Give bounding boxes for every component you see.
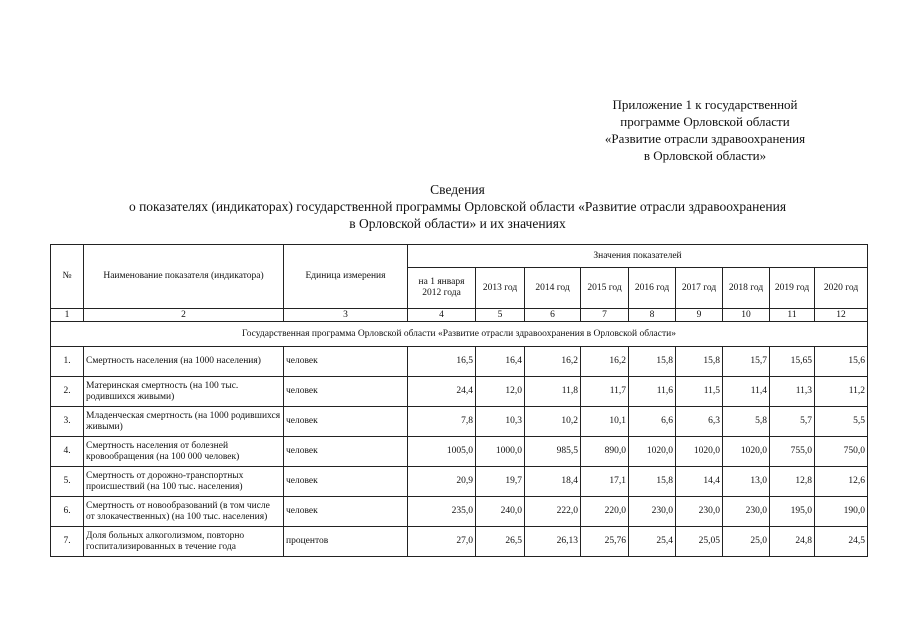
value-cell: 11,5 [676,377,723,407]
title-line: Сведения [430,182,485,197]
unit-cell: человек [284,347,408,377]
value-cell: 235,0 [408,497,476,527]
value-cell: 16,2 [525,347,581,377]
value-cell: 10,1 [581,407,629,437]
column-index: 11 [770,309,815,322]
value-cell: 14,4 [676,467,723,497]
table-header [51,245,868,322]
value-cell: 11,8 [525,377,581,407]
value-cell: 15,8 [676,347,723,377]
appendix-line: Приложение 1 к государственной [612,97,798,112]
value-cell: 11,2 [815,377,868,407]
value-cell: 750,0 [815,437,868,467]
value-cell: 12,0 [476,377,525,407]
value-cell: 11,4 [723,377,770,407]
document-title [40,181,875,232]
value-cell: 1020,0 [629,437,676,467]
value-cell: 26,5 [476,527,525,557]
value-cell: 10,3 [476,407,525,437]
value-cell: 15,8 [629,347,676,377]
value-cell: 11,6 [629,377,676,407]
indicators-table [50,244,868,557]
row-number: 5. [51,467,84,497]
value-cell: 755,0 [770,437,815,467]
value-cell: 27,0 [408,527,476,557]
column-index: 6 [525,309,581,322]
unit-cell: человек [284,467,408,497]
value-cell: 5,8 [723,407,770,437]
table-row [51,467,868,497]
value-cell: 985,5 [525,437,581,467]
value-cell: 5,7 [770,407,815,437]
column-index: 5 [476,309,525,322]
value-cell: 20,9 [408,467,476,497]
unit-cell: процентов [284,527,408,557]
value-cell: 15,7 [723,347,770,377]
header-year: 2013 год [476,268,525,309]
unit-cell: человек [284,377,408,407]
title-line: о показателях (индикаторах) государственной программы Орловской области «Развитие отрасли здравоохранения [128,199,787,214]
indicator-name: Смертность населения от болезней кровообращения (на 100 000 человек) [84,437,284,467]
appendix-line: в Орловской области» [643,148,767,163]
column-index: 8 [629,309,676,322]
table-row [51,377,868,407]
header-year: 2016 год [629,268,676,309]
column-index: 2 [84,309,284,322]
value-cell: 7,8 [408,407,476,437]
column-index: 10 [723,309,770,322]
table-row [51,527,868,557]
value-cell: 230,0 [629,497,676,527]
value-cell: 190,0 [815,497,868,527]
header-year: 2018 год [723,268,770,309]
row-number: 2. [51,377,84,407]
value-cell: 220,0 [581,497,629,527]
unit-cell: человек [284,407,408,437]
row-number: 4. [51,437,84,467]
unit-cell: человек [284,497,408,527]
column-index: 7 [581,309,629,322]
value-cell: 12,8 [770,467,815,497]
value-cell: 26,13 [525,527,581,557]
indicator-name: Доля больных алкоголизмом, повторно госпитализированных в течение года [84,527,284,557]
value-cell: 12,6 [815,467,868,497]
indicator-name: Смертность от дорожно-транспортных происшествий (на 100 тыс. населения) [84,467,284,497]
value-cell: 890,0 [581,437,629,467]
value-cell: 240,0 [476,497,525,527]
value-cell: 1005,0 [408,437,476,467]
value-cell: 1020,0 [723,437,770,467]
value-cell: 24,5 [815,527,868,557]
value-cell: 222,0 [525,497,581,527]
header-year: 2020 год [815,268,868,309]
value-cell: 15,6 [815,347,868,377]
value-cell: 11,7 [581,377,629,407]
appendix-note [560,96,850,164]
indicator-name: Материнская смертность (на 100 тыс. родившихся живыми) [84,377,284,407]
table-row [51,347,868,377]
value-cell: 16,2 [581,347,629,377]
value-cell: 18,4 [525,467,581,497]
value-cell: 5,5 [815,407,868,437]
table-row [51,437,868,467]
value-cell: 10,2 [525,407,581,437]
header-values: Значения показателей [408,245,868,268]
value-cell: 24,8 [770,527,815,557]
table-body [51,322,868,557]
value-cell: 195,0 [770,497,815,527]
value-cell: 25,76 [581,527,629,557]
header-year: 2017 год [676,268,723,309]
table-row [51,497,868,527]
column-index-row [51,309,868,322]
unit-cell: человек [284,437,408,467]
section-row [51,322,868,347]
title-line: в Орловской области» и их значениях [349,216,566,231]
header-year: 2015 год [581,268,629,309]
row-number: 3. [51,407,84,437]
value-cell: 11,3 [770,377,815,407]
value-cell: 25,4 [629,527,676,557]
value-cell: 1020,0 [676,437,723,467]
value-cell: 6,3 [676,407,723,437]
row-number: 6. [51,497,84,527]
value-cell: 230,0 [723,497,770,527]
row-number: 7. [51,527,84,557]
column-index: 3 [284,309,408,322]
appendix-line: программе Орловской области [620,114,790,129]
value-cell: 15,65 [770,347,815,377]
header-unit: Единица измерения [284,245,408,309]
column-index: 12 [815,309,868,322]
appendix-line: «Развитие отрасли здравоохранения [604,131,806,146]
header-year: 2014 год [525,268,581,309]
value-cell: 6,6 [629,407,676,437]
value-cell: 17,1 [581,467,629,497]
header-indicator-name: Наименование показателя (индикатора) [84,245,284,309]
row-number: 1. [51,347,84,377]
value-cell: 24,4 [408,377,476,407]
column-index: 1 [51,309,84,322]
table-row [51,407,868,437]
value-cell: 13,0 [723,467,770,497]
value-cell: 15,8 [629,467,676,497]
value-cell: 19,7 [476,467,525,497]
indicator-name: Смертность населения (на 1000 населения) [84,347,284,377]
header-number: № [51,245,84,309]
header-year: 2019 год [770,268,815,309]
indicator-name: Младенческая смертность (на 1000 родившихся живыми) [84,407,284,437]
value-cell: 230,0 [676,497,723,527]
column-index: 9 [676,309,723,322]
value-cell: 25,05 [676,527,723,557]
header-year: на 1 января 2012 года [408,268,476,309]
value-cell: 1000,0 [476,437,525,467]
value-cell: 16,5 [408,347,476,377]
section-title: Государственная программа Орловской области «Развитие отрасли здравоохранения в Орловской области» [51,322,868,347]
value-cell: 16,4 [476,347,525,377]
column-index: 4 [408,309,476,322]
indicator-name: Смертность от новообразований (в том числе от злокачественных) (на 100 тыс. населения) [84,497,284,527]
value-cell: 25,0 [723,527,770,557]
